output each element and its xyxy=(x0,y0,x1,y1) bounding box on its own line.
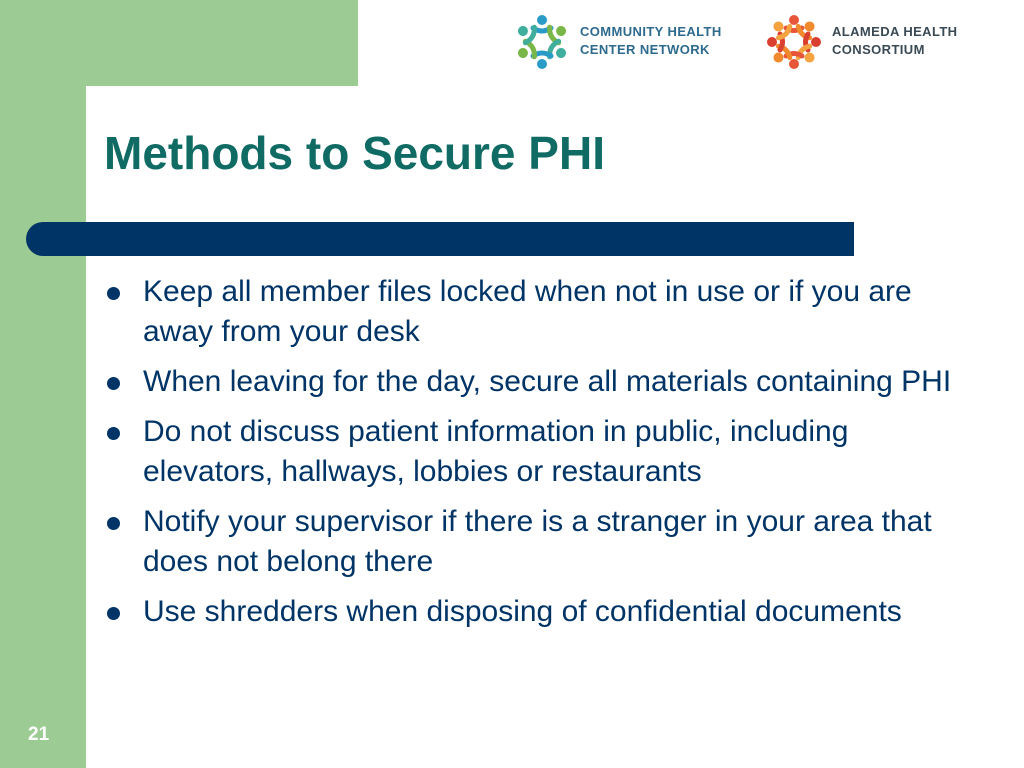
chcn-logo-text xyxy=(580,23,722,59)
bullet-text: Use shredders when disposing of confidential documents xyxy=(143,595,902,628)
ahc-logo-line2: CONSORTIUM xyxy=(832,42,925,57)
bullet-item xyxy=(102,502,952,582)
bullet-text: When leaving for the day, secure all materials containing PHI xyxy=(143,365,952,398)
bullet-dot-icon xyxy=(107,607,120,620)
bullet-text: Notify your supervisor if there is a stranger in your area that does not belong there xyxy=(143,505,932,578)
bullet-item xyxy=(102,272,952,352)
top-accent-band xyxy=(0,0,358,86)
bullet-item xyxy=(102,592,952,632)
bullet-dot-icon xyxy=(107,427,120,440)
bullet-item xyxy=(102,412,952,492)
bullet-text: Keep all member files locked when not in use or if you are away from your desk xyxy=(143,275,912,348)
bullet-dot-icon xyxy=(107,287,120,300)
slide-number: 21 xyxy=(28,724,50,745)
ahc-logo-line1: ALAMEDA HEALTH xyxy=(832,24,958,39)
bullet-text: Do not discuss patient information in public, including elevators, hallways, lobbies or restaurants xyxy=(143,415,849,488)
title-divider-bar xyxy=(26,222,854,256)
bullet-item xyxy=(102,362,952,402)
slide-title: Methods to Secure PHI xyxy=(104,127,605,179)
left-accent-band xyxy=(0,0,86,768)
bullet-dot-icon xyxy=(107,517,120,530)
chcn-logo-line2: CENTER NETWORK xyxy=(580,42,710,57)
bullet-dot-icon xyxy=(107,377,120,390)
chcn-figures-icon xyxy=(514,12,570,72)
ahc-logo-text xyxy=(832,23,957,59)
chcn-logo-line1: COMMUNITY HEALTH xyxy=(580,24,722,39)
ahc-starburst-icon xyxy=(766,12,822,72)
partner-logos xyxy=(514,12,984,72)
bullet-list xyxy=(102,272,952,642)
alameda-health-consortium-logo xyxy=(766,12,981,72)
community-health-center-network-logo xyxy=(514,12,739,72)
